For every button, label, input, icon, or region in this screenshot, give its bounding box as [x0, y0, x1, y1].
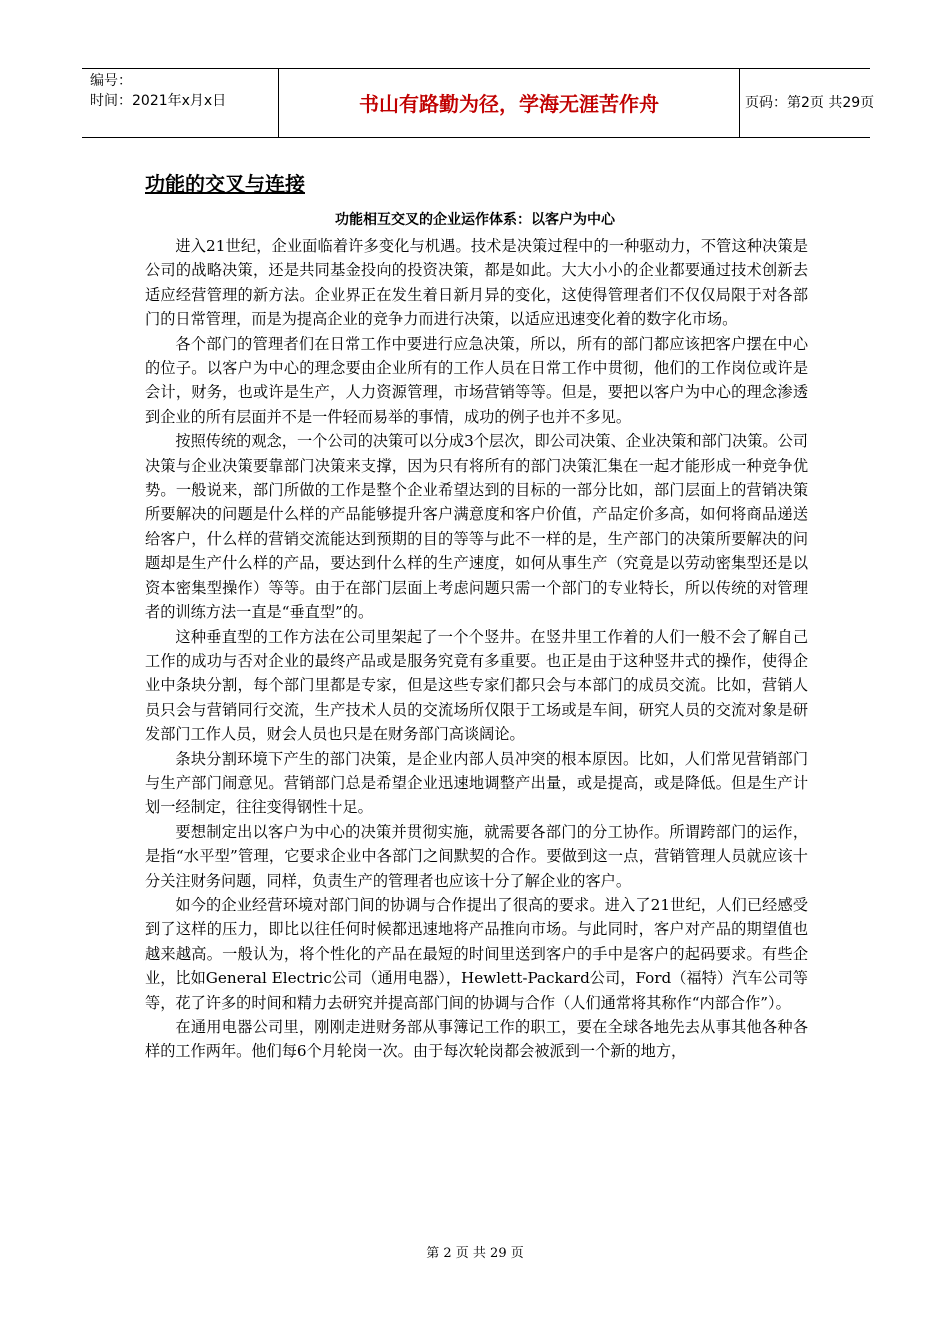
paragraph-5: 条块分割环境下产生的部门决策，是企业内部人员冲突的根本原因。比如，人们常见营销部门与生产部门闹意见。营销部门总是希望企业迅速地调整产出量，或是提高，或是降低。但是生产计划一经制定，往往变得钢性十足。 — [145, 749, 808, 817]
page-header — [82, 68, 875, 138]
paragraph-8: 在通用电器公司里，刚刚走进财务部从事簿记工作的职工，要在全球各地先去从事其他各种各样的工作两年。他们每6个月轮岗一次。由于每次轮岗都会被派到一个新的地方， — [145, 1018, 808, 1061]
document-title: 功能的交叉与连接 — [145, 172, 305, 196]
paragraph-2: 各个部门的管理者们在日常工作中要进行应急决策，所以，所有的部门都应该把客户摆在中心的位子。以客户为中心的理念要由企业所有的工作人员在日常工作中贯彻，他们的工作岗位或许是会计，财务，也或许是生产，人力资源管理，市场营销等等。但是，要把以客户为中心的理念渗透到企业的所有层面并不是一件轻而易举的事情，成功的例子也并不多见。 — [145, 334, 808, 426]
document-date-label: 时间：2021年x月x日 — [90, 93, 227, 109]
page-footer: 第 2 页 共 29 页 — [426, 1246, 524, 1261]
header-info-cell — [82, 69, 278, 137]
header-motto-cell — [278, 69, 740, 137]
header-motto: 书山有路勤为径，学海无涯苦作舟 — [359, 92, 659, 116]
section-subtitle: 功能相互交叉的企业运作体系：以客户为中心 — [335, 212, 615, 228]
paragraph-4: 这种垂直型的工作方法在公司里架起了一个个竖井。在竖井里工作着的人们一般不会了解自己工作的成功与否对企业的最终产品或是服务究竟有多重要。也正是由于这种竖井式的操作，使得企业中条块分割，每个部门里都是专家，但是这些专家们都只会与本部门的成员交流。比如，营销人员只会与营销同行交流，生产技术人员的交流场所仅限于工场或是车间，研究人员的交流对象是研发部门工作人员，财会人员也只是在财务部门高谈阔论。 — [145, 627, 808, 744]
paragraph-1: 进入21世纪，企业面临着许多变化与机遇。技术是决策过程中的一种驱动力，不管这种决策是公司的战略决策，还是共同基金投向的投资决策，都是如此。大大小小的企业都要通过技术创新去适应经营管理的新方法。企业界正在发生着日新月异的变化，这使得管理者们不仅仅局限于对各部门的日常管理，而是为提高企业的竞争力而进行决策，以适应迅速变化着的数字化市场。 — [145, 237, 808, 329]
body-text — [145, 234, 808, 1064]
paragraph-6: 要想制定出以客户为中心的决策并贯彻实施，就需要各部门的分工协作。所谓跨部门的运作，是指“水平型”管理，它要求企业中各部门之间默契的合作。要做到这一点，营销管理人员就应该十分关注财务问题，同样，负责生产的管理者也应该十分了解企业的客户。 — [145, 822, 808, 890]
document-number-label: 编号： — [90, 73, 132, 89]
paragraph-7: 如今的企业经营环境对部门间的协调与合作提出了很高的要求。进入了21世纪，人们已经感受到了这样的压力，即比以往任何时候都迅速地将产品推向市场。与此同时，客户对产品的期望值也越来越高。一般认为，将个性化的产品在最短的时间里送到客户的手中是客户的起码要求。有些企业，比如General Electric公司（通用电器），Hewlett-Packard公司，Ford（福特）汽车公司等等，花了许多的时间和精力去研究并提高部门间的协调与合作（人们通常将其称作“内部合作”）。 — [145, 895, 808, 1012]
paragraph-3: 按照传统的观念，一个公司的决策可以分成3个层次，即公司决策、企业决策和部门决策。公司决策与企业决策要靠部门决策来支撑，因为只有将所有的部门决策汇集在一起才能形成一种竞争优势。一般说来，部门所做的工作是整个企业希望达到的目标的一部分比如，部门层面上的营销决策所要解决的问题是什么样的产品能够提升客户满意度和客户价值，产品定价多高，如何将商品递送给客户，什么样的营销交流能达到预期的目的等等与此不一样的是，生产部门的决策所要解决的问题却是生产什么样的产品，要达到什么样的生产速度，如何从事生产（究竟是以劳动密集型还是以资本密集型操作）等等。由于在部门层面上考虑问题只需一个部门的专业特长，所以传统的对管理者的训练方法一直是“垂直型”的。 — [145, 432, 808, 622]
header-page-cell — [739, 69, 875, 137]
header-page-code: 页码：第2页 共29页 — [745, 95, 875, 111]
